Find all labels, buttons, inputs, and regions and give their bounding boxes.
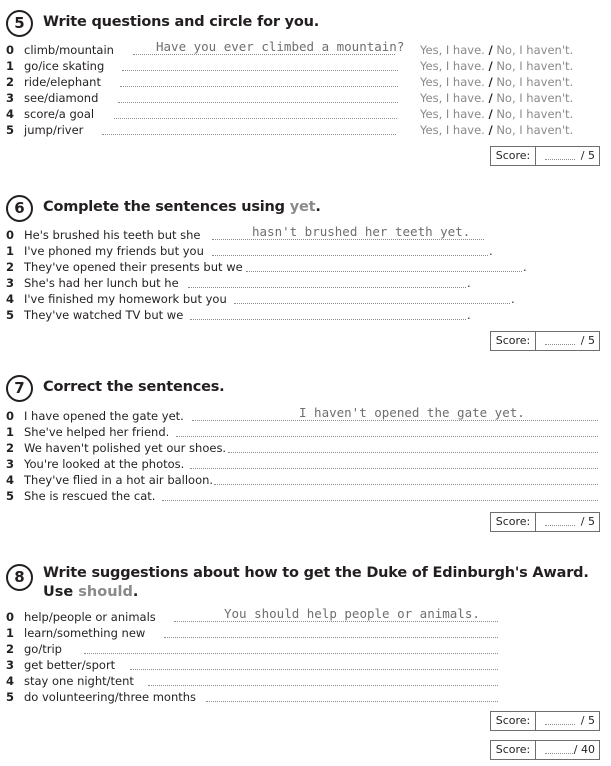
answer-line[interactable]	[102, 134, 396, 135]
exercise-number: 6	[6, 195, 33, 222]
option-separator: /	[488, 107, 493, 121]
sentence-end: .	[467, 308, 471, 322]
score-input[interactable]	[545, 344, 575, 345]
example-answer: hasn't brushed her teeth yet.	[252, 224, 471, 239]
item-number: 4	[6, 473, 15, 487]
answer-line[interactable]	[176, 436, 598, 437]
yes-no-options[interactable]	[420, 59, 573, 73]
item-number: 0	[6, 610, 15, 624]
option-no[interactable]: No, I haven't.	[496, 43, 574, 57]
option-separator: /	[488, 43, 493, 57]
score-input[interactable]	[545, 159, 575, 160]
item-number: 0	[6, 43, 15, 57]
answer-line[interactable]	[234, 303, 510, 304]
item-number: 3	[6, 276, 15, 290]
option-no[interactable]: No, I haven't.	[496, 123, 574, 137]
sentence-end: .	[523, 260, 527, 274]
option-yes[interactable]: Yes, I have.	[420, 107, 485, 121]
item-prompt: He's brushed his teeth but she	[24, 228, 201, 242]
exercise-title	[43, 199, 321, 215]
score-label: Score:	[491, 712, 536, 730]
item-number: 2	[6, 642, 15, 656]
option-yes[interactable]: Yes, I have.	[420, 75, 485, 89]
item-number: 5	[6, 489, 15, 503]
exercise-number: 5	[6, 10, 33, 37]
answer-line[interactable]	[190, 319, 466, 320]
item-number: 0	[6, 409, 15, 423]
score-total: / 5	[580, 149, 595, 162]
item-prompt: get better/sport	[24, 658, 116, 672]
answer-line[interactable]	[84, 653, 498, 654]
option-no[interactable]: No, I haven't.	[496, 91, 574, 105]
example-answer: I haven't opened the gate yet.	[299, 405, 525, 420]
item-prompt: learn/something new	[24, 626, 146, 640]
score-label: Score:	[491, 332, 536, 350]
score-box	[490, 711, 600, 731]
exercise-title: Write suggestions about how to get the Duke of Edinburgh's Award.	[43, 565, 589, 581]
item-number: 5	[6, 308, 15, 322]
item-number: 2	[6, 260, 15, 274]
item-prompt: do volunteering/three months	[24, 690, 197, 704]
score-label: Score:	[491, 741, 536, 759]
item-prompt: ride/elephant	[24, 75, 101, 89]
item-prompt: go/trip	[24, 642, 62, 656]
item-prompt: score/a goal	[24, 107, 95, 121]
score-label: Score:	[491, 147, 536, 165]
item-prompt: go/ice skating	[24, 59, 105, 73]
item-number: 5	[6, 123, 15, 137]
score-label: Score:	[491, 513, 536, 531]
score-total: / 5	[580, 714, 595, 727]
item-prompt: She've helped her friend.	[24, 425, 170, 439]
exercise-title: Correct the sentences.	[43, 379, 225, 395]
option-no[interactable]: No, I haven't.	[496, 107, 574, 121]
answer-line[interactable]	[228, 452, 598, 453]
title-text: Complete the sentences using	[43, 199, 290, 215]
item-prompt: She's had her lunch but he	[24, 276, 179, 290]
answer-line[interactable]	[114, 118, 397, 119]
yes-no-options[interactable]	[420, 91, 573, 105]
item-number: 3	[6, 457, 15, 471]
item-prompt: I've phoned my friends but you	[24, 244, 204, 258]
answer-line[interactable]	[118, 102, 398, 103]
option-no[interactable]: No, I haven't.	[496, 59, 574, 73]
item-prompt: They've watched TV but we	[24, 308, 184, 322]
exercise-title-line-2	[43, 584, 138, 600]
item-prompt: We haven't polished yet our shoes.	[24, 441, 227, 455]
answer-line[interactable]	[133, 54, 395, 55]
answer-line[interactable]	[212, 255, 488, 256]
answer-line[interactable]	[192, 420, 598, 421]
item-prompt: help/people or animals	[24, 610, 156, 624]
item-prompt: stay one night/tent	[24, 674, 134, 688]
final-score-box	[490, 740, 600, 760]
option-separator: /	[488, 91, 493, 105]
exercise-title: Write questions and circle for you.	[43, 14, 320, 30]
option-no[interactable]: No, I haven't.	[496, 75, 574, 89]
answer-line[interactable]	[162, 500, 598, 501]
answer-line[interactable]	[190, 468, 598, 469]
item-prompt: They've opened their presents but we	[24, 260, 243, 274]
option-yes[interactable]: Yes, I have.	[420, 43, 485, 57]
option-yes[interactable]: Yes, I have.	[420, 59, 485, 73]
option-yes[interactable]: Yes, I have.	[420, 123, 485, 137]
item-number: 1	[6, 59, 15, 73]
option-separator: /	[488, 123, 493, 137]
item-prompt: I have opened the gate yet.	[24, 409, 184, 423]
answer-line[interactable]	[246, 271, 522, 272]
yes-no-options[interactable]	[420, 107, 573, 121]
title-end: .	[315, 199, 321, 215]
title-highlight: yet	[289, 199, 316, 215]
item-number: 2	[6, 441, 15, 455]
item-number: 4	[6, 107, 15, 121]
yes-no-options[interactable]	[420, 75, 573, 89]
item-number: 1	[6, 626, 15, 640]
yes-no-options[interactable]	[420, 43, 573, 57]
score-input[interactable]	[545, 753, 575, 754]
option-separator: /	[488, 75, 493, 89]
answer-line[interactable]	[188, 287, 466, 288]
answer-line[interactable]	[206, 701, 498, 702]
item-number: 4	[6, 674, 15, 688]
option-separator: /	[488, 59, 493, 73]
option-yes[interactable]: Yes, I have.	[420, 91, 485, 105]
score-box	[490, 512, 600, 532]
answer-line[interactable]	[164, 637, 498, 638]
item-number: 3	[6, 91, 15, 105]
example-answer: Have you ever climbed a mountain?	[156, 39, 405, 54]
title-highlight: should	[78, 584, 133, 600]
item-prompt: She is rescued the cat.	[24, 489, 156, 503]
sentence-end: .	[467, 276, 471, 290]
answer-line[interactable]	[130, 669, 498, 670]
score-box	[490, 331, 600, 351]
item-prompt: You're looked at the photos.	[24, 457, 185, 471]
answer-line[interactable]	[148, 685, 498, 686]
item-number: 1	[6, 425, 15, 439]
item-prompt: jump/river	[24, 123, 84, 137]
score-total: / 5	[580, 334, 595, 347]
item-number: 4	[6, 292, 15, 306]
exercise-number: 8	[6, 564, 33, 591]
item-number: 1	[6, 244, 15, 258]
item-number: 0	[6, 228, 15, 242]
item-number: 5	[6, 690, 15, 704]
item-prompt: see/diamond	[24, 91, 99, 105]
item-number: 3	[6, 658, 15, 672]
item-prompt: climb/mountain	[24, 43, 114, 57]
score-input[interactable]	[545, 525, 575, 526]
item-prompt: I've finished my homework but you	[24, 292, 227, 306]
answer-line[interactable]	[174, 621, 498, 622]
item-prompt: They've flied in a hot air balloon.	[24, 473, 214, 487]
score-input[interactable]	[545, 724, 575, 725]
sentence-end: .	[511, 292, 515, 306]
yes-no-options[interactable]	[420, 123, 573, 137]
item-number: 2	[6, 75, 15, 89]
sentence-end: .	[489, 244, 493, 258]
answer-line[interactable]	[122, 70, 398, 71]
exercise-number: 7	[6, 375, 33, 402]
score-total: / 40	[573, 743, 595, 756]
answer-line[interactable]	[212, 239, 484, 240]
title-end: .	[132, 584, 139, 600]
example-answer: You should help people or animals.	[224, 606, 480, 621]
title-text: Use	[43, 584, 79, 600]
score-box	[490, 146, 600, 166]
answer-line[interactable]	[214, 484, 598, 485]
answer-line[interactable]	[120, 86, 398, 87]
score-total: / 5	[580, 515, 595, 528]
